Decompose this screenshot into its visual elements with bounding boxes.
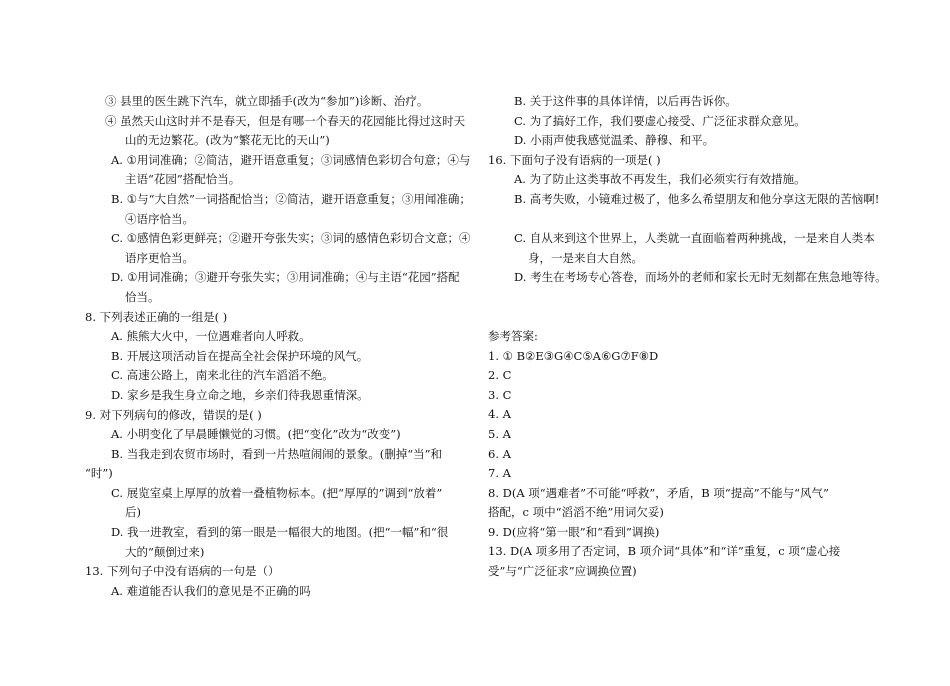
right-column [488, 92, 887, 582]
text-line: 身，一是来自大自然。 [528, 250, 643, 265]
spacer [488, 288, 883, 327]
text-line: 语序更恰当。 [125, 250, 194, 265]
text-line: A. ①用词准确；②简洁，避开语意重复；③词感情色彩切合句意；④与 [111, 152, 471, 167]
text-line: ④语序恰当。 [125, 211, 194, 226]
text-line: D. 我一进教室，看到的第一眼是一幅很大的地图。(把“一幅”和“很 [111, 525, 449, 540]
text-line: B. 关于这件事的具体详情，以后再告诉你。 [514, 94, 737, 108]
text-line: 9. 对下列病句的修改，错误的是( ) [85, 407, 262, 422]
answer-line: 3. C [488, 387, 512, 402]
answer-line: 7. A [488, 466, 511, 481]
text-line: 大的”颠倒过来) [125, 544, 205, 559]
text-line: D. 小雨声使我感觉温柔、静穆、和平。 [514, 133, 715, 148]
answer-line: 5. A [488, 426, 511, 441]
text-line: 主语“花园”搭配恰当。 [125, 172, 241, 187]
text-line: C. ①感情色彩更鲜亮；②避开夸张失实；③词的感情色彩切合文意；④ [111, 231, 471, 246]
text-line: D. 家乡是我生身立命之地，乡亲们待我恩重情深。 [111, 387, 369, 402]
answer-line: 1. ① B②E③G④C⑤A⑥G⑦F⑧D [488, 348, 659, 363]
text-line: C. 自从来到这个世界上，人类就一直面临着两种挑战，一是来自人类本 [514, 231, 875, 246]
text-line: C. 为了搞好工作，我们要虚心接受、广泛征求群众意见。 [514, 113, 806, 128]
text-line: D. 考生在考场专心答卷，而场外的老师和家长无时无刻都在焦急地等待。 [514, 270, 887, 285]
text-line: A. 熊熊大火中，一位遇难者向人呼救。 [111, 329, 311, 344]
text-line: 13. 下列句子中没有语病的一句是（） [85, 564, 280, 579]
answer-line: 13. D(A 项多用了否定词，B 项介词“具体”和“详”重复，c 项“虚心接 [488, 544, 841, 559]
text-line: 后) [125, 505, 141, 520]
answer-line: 受”与“广泛征求”应调换位置) [488, 564, 637, 579]
text-line: C. 高速公路上，南来北往的汽车滔滔不绝。 [111, 368, 334, 383]
text-line: A. 难道能否认我们的意见是不正确的吗 [111, 583, 311, 598]
text-line: 8. 下列表述正确的一组是( ) [85, 309, 228, 324]
answer-line: 9. D(应将“第一眼”和“看到”调换) [488, 524, 660, 539]
text-line: 山的无边繁花。(改为“繁花无比的天山”) [125, 133, 330, 148]
left-column [85, 92, 475, 601]
text-line: “时”) [85, 466, 113, 481]
text-line: A. 为了防止这类事故不再发生，我们必须实行有效措施。 [514, 172, 806, 187]
right-questions [488, 92, 887, 288]
text-line [488, 210, 883, 230]
answer-line: 6. A [488, 446, 511, 461]
text-line: D. ①用词准确；③避开夸张失实；③用词准确；④与主语“花园”搭配 [111, 270, 460, 285]
answers-list [488, 347, 883, 582]
answer-line: 8. D(A 项“遇难者”不可能“呼救”，矛盾，B 项“提高”不能与“风气” [488, 485, 829, 500]
answer-line: 搭配，c 项中“滔滔不绝”用词欠妥) [488, 505, 664, 520]
text-line: B. 开展这项活动旨在提高全社会保护环境的风气。 [111, 348, 369, 363]
answer-line: 2. C [488, 368, 512, 383]
text-line: B. ①与“大自然”一词搭配恰当；②简洁，避开语意重复；③用闻准确； [111, 191, 471, 206]
answers-title: 参考答案: [488, 328, 538, 343]
text-line: B. 高考失败，小镜难过极了，他多么希望朋友和他分享这无限的苦恼啊! [514, 191, 880, 206]
text-line: B. 当我走到农贸市场时，看到一片热喧闹闹的景象。(删掉“当”和 [111, 446, 443, 461]
text-line: 16. 下面句子没有语病的一项是( ) [488, 152, 661, 167]
text-line: A. 小明变化了早晨睡懒觉的习惯。(把“变化”改为“改变”) [111, 427, 401, 442]
text-line: C. 展览室桌上厚厚的放着一叠植物标本。(把“厚厚的”调到“放着” [111, 485, 443, 500]
text-line: 恰当。 [125, 289, 160, 304]
text-line: ④ 虽然天山这时并不是春天，但是有哪一个春天的花园能比得过这时天 [105, 113, 466, 128]
text-line: ③ 县里的医生跳下汽车，就立即插手(改为“参加”)诊断、治疗。 [105, 94, 429, 108]
answer-line: 4. A [488, 407, 511, 422]
